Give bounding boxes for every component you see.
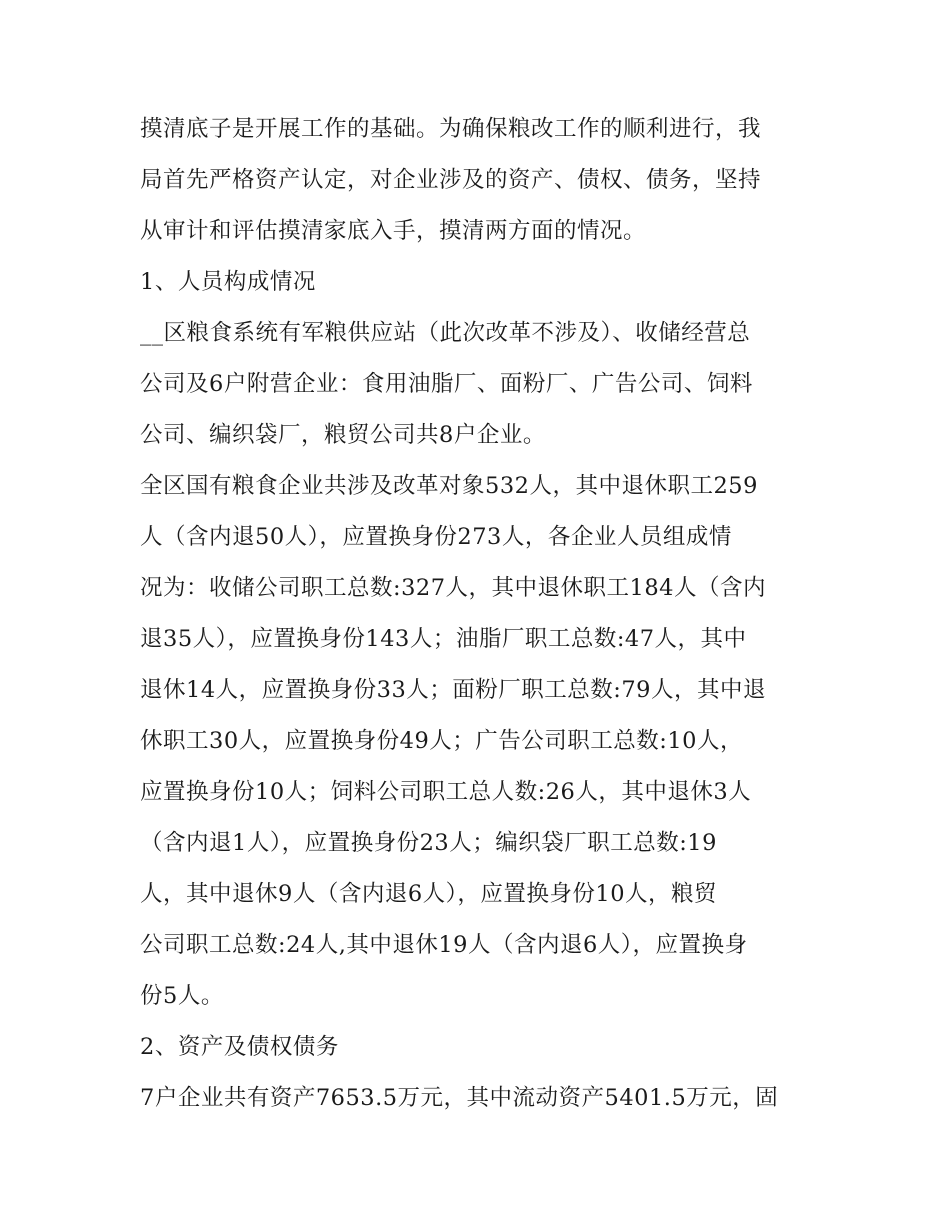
text-line: 人（含内退50人），应置换身份273人，各企业人员组成情 bbox=[140, 524, 732, 550]
text-line: __区粮食系统有军粮供应站（此次改革不涉及）、收储经营总 bbox=[140, 320, 751, 346]
text-line: 应置换身份10人；饲料公司职工总人数:26人，其中退休3人 bbox=[140, 779, 752, 805]
text-line: （含内退1人），应置换身份23人；编织袋厂职工总数:19 bbox=[140, 830, 717, 856]
text-line: 局首先严格资产认定，对企业涉及的资产、债权、债务，坚持 bbox=[140, 167, 762, 193]
text-line: 退休14人，应置换身份33人；面粉厂职工总数:79人，其中退 bbox=[140, 677, 766, 703]
text-line: 况为：收储公司职工总数:327人，其中退休职工184人（含内 bbox=[140, 575, 766, 601]
text-line: 份5人。 bbox=[140, 983, 224, 1009]
text-line: 休职工30人，应置换身份49人；广告公司职工总数:10人， bbox=[140, 728, 743, 754]
text-line: 7户企业共有资产7653.5万元，其中流动资产5401.5万元，固 bbox=[140, 1085, 779, 1111]
text-line: 公司、编织袋厂，粮贸公司共8户企业。 bbox=[140, 422, 546, 448]
text-line: 公司及6户附营企业：食用油脂厂、面粉厂、广告公司、饲料 bbox=[140, 371, 753, 397]
section-heading-personnel: 1、人员构成情况 bbox=[140, 269, 316, 295]
text-line: 全区国有粮食企业共涉及改革对象532人，其中退休职工259 bbox=[140, 473, 758, 499]
text-line: 从审计和评估摸清家底入手，摸清两方面的情况。 bbox=[140, 218, 647, 244]
text-line: 退35人），应置换身份143人；油脂厂职工总数:47人，其中 bbox=[140, 626, 747, 652]
text-line: 摸清底子是开展工作的基础。为确保粮改工作的顺利进行，我 bbox=[140, 116, 762, 142]
text-line: 公司职工总数:24人,其中退休19人（含内退6人），应置换身 bbox=[140, 932, 748, 958]
section-heading-assets: 2、资产及债权债务 bbox=[140, 1034, 339, 1060]
text-line: 人，其中退休9人（含内退6人），应置换身份10人，粮贸 bbox=[140, 881, 718, 907]
